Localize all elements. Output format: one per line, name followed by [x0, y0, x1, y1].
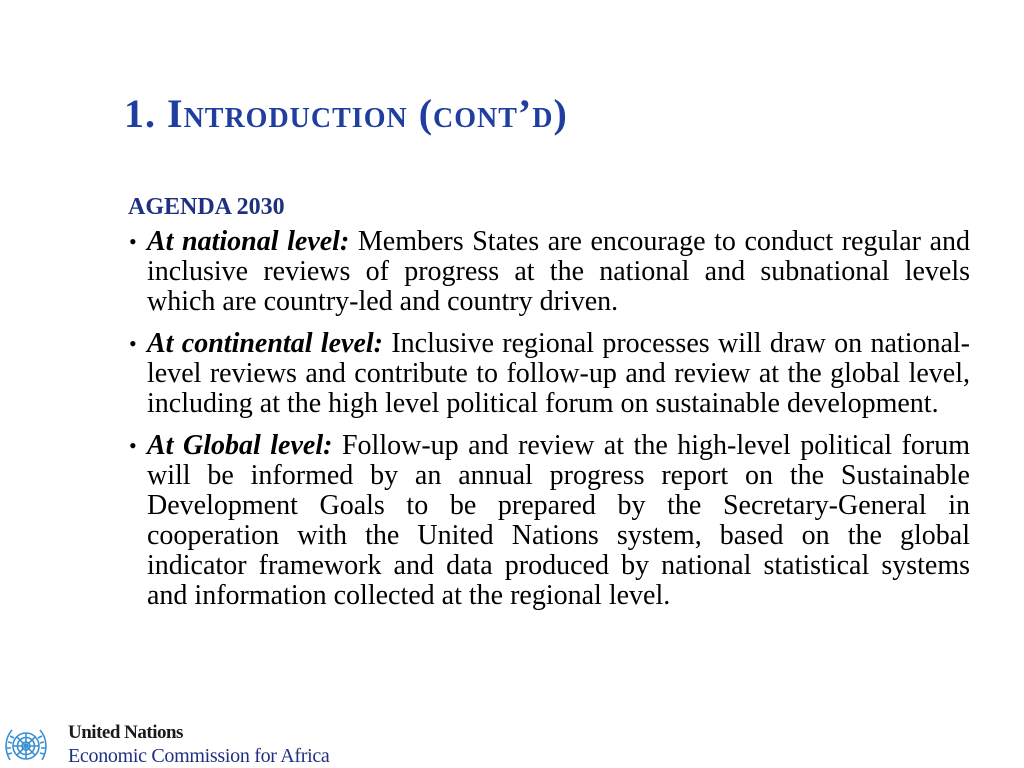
- bullet-item-continental: [128, 329, 970, 419]
- bullet-lead: At Global level:: [147, 430, 342, 461]
- slide-title: 1. Introduction (cont’d): [124, 91, 568, 136]
- bullet-text: Inclusive regional processes will draw on national-level reviews and contribute to follow-up and review at the global level, including at the high level political forum on sustainable development.: [147, 328, 971, 419]
- bullet-lead: At national level:: [147, 226, 358, 257]
- bullet-icon: •: [129, 331, 137, 356]
- bullet-icon: •: [129, 229, 137, 254]
- bullet-text: Members States are encourage to conduct regular and inclusive reviews of progress at the national and subnational levels which are country-led and country driven.: [147, 226, 970, 317]
- bullet-list: [128, 227, 970, 611]
- bullet-lead: At continental level:: [147, 328, 392, 359]
- org-name-un: United Nations: [68, 722, 183, 743]
- slide-content: [128, 191, 970, 623]
- footer-logo: [0, 720, 340, 768]
- bullet-item-global: [128, 431, 970, 611]
- section-heading: AGENDA 2030: [128, 194, 285, 220]
- bullet-text: Follow-up and review at the high-level political forum will be informed by an annual progress report on the Sustainable Development Goals to be prepared by the Secretary-General in cooperation with the United Nations system, based on the global indicator framework and data produced by national statistical systems and information collected at the regional level.: [147, 430, 970, 611]
- org-name-eca: Economic Commission for Africa: [68, 745, 330, 767]
- bullet-item-national: [128, 227, 970, 317]
- bullet-icon: •: [129, 433, 137, 458]
- un-emblem-icon: [2, 720, 50, 768]
